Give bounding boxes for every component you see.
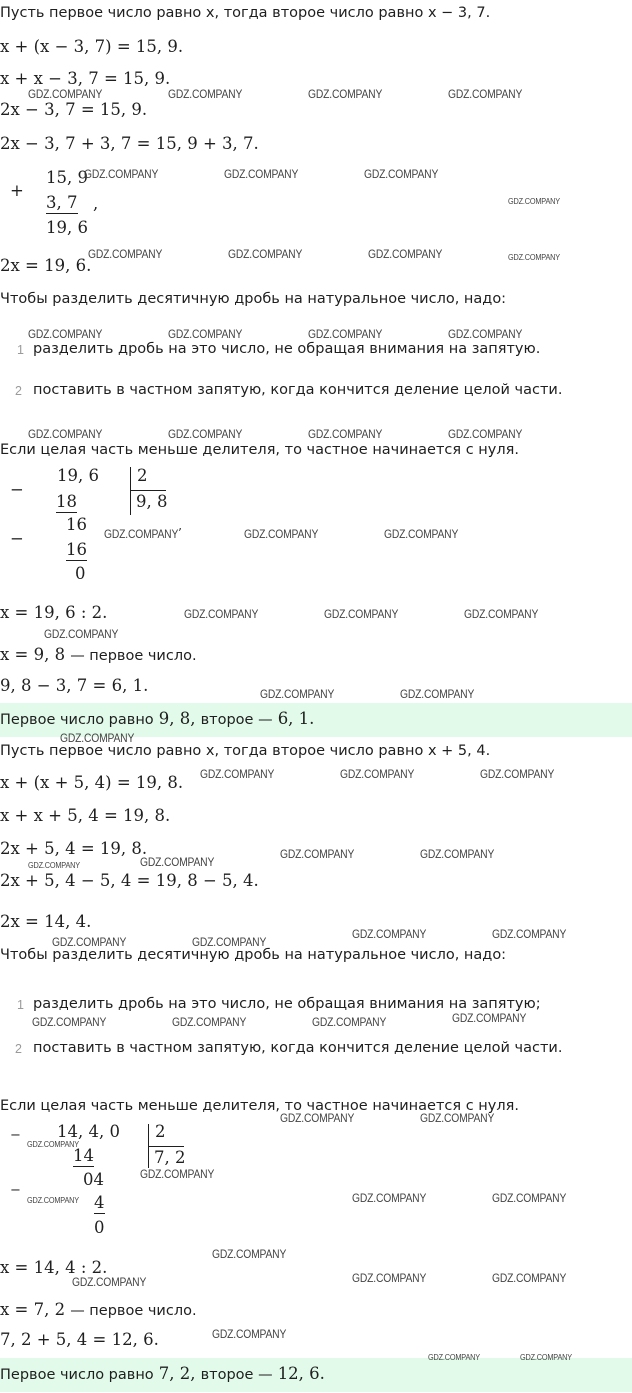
- part1-equation-5: 2x = 19, 6.: [0, 256, 92, 275]
- watermark: GDZ.COMPANY: [28, 87, 103, 101]
- division-minus-sign: −: [10, 1183, 21, 1198]
- division-dividend: 19, 6: [57, 466, 99, 485]
- part1-rule-title: Чтобы разделить десятичную дробь на натуральное число, надо:: [0, 291, 507, 307]
- watermark: GDZ.COMPANY: [448, 427, 523, 441]
- watermark: GDZ.COMPANY: [184, 607, 259, 621]
- rule-item-text: разделить дробь на это число, не обращая внимания на запятую.: [33, 341, 541, 357]
- watermark: GDZ.COMPANY: [364, 167, 439, 181]
- watermark: GDZ.COMPANY: [420, 1111, 495, 1125]
- answer-value-1: 7, 2,: [158, 1364, 196, 1383]
- watermark: GDZ.COMPANY: [308, 87, 383, 101]
- rule-number: 1: [17, 343, 24, 357]
- part2-intro: Пусть первое число равно x, тогда второе число равно x + 5, 4.: [0, 743, 491, 759]
- watermark: GDZ.COMPANY: [32, 1015, 107, 1029]
- watermark: GDZ.COMPANY: [352, 927, 427, 941]
- watermark: GDZ.COMPANY: [520, 1352, 572, 1362]
- part2-equation-2: x + x + 5, 4 = 19, 8.: [0, 806, 171, 825]
- answer-text: второе —: [200, 1367, 273, 1383]
- watermark: GDZ.COMPANY: [480, 767, 555, 781]
- watermark: GDZ.COMPANY: [260, 687, 335, 701]
- addend-1: 15, 9: [46, 168, 88, 187]
- division-divisor: 2: [137, 466, 148, 485]
- watermark: GDZ.COMPANY: [280, 847, 355, 861]
- part1-answer: [0, 709, 314, 728]
- division-dividend: 14, 4, 0: [57, 1122, 120, 1141]
- watermark: GDZ.COMPANY: [44, 627, 119, 641]
- part2-equation-8: 7, 2 + 5, 4 = 12, 6.: [0, 1330, 159, 1349]
- stray-mark: ’: [178, 526, 182, 540]
- watermark: GDZ.COMPANY: [508, 252, 560, 262]
- part2-equation-1: x + (x + 5, 4) = 19, 8.: [0, 773, 184, 792]
- equation-math: x = 9, 8: [0, 645, 66, 664]
- part2-equation-4: 2x + 5, 4 − 5, 4 = 19, 8 − 5, 4.: [0, 871, 259, 890]
- division-subtrahend: 18: [56, 492, 77, 511]
- watermark: GDZ.COMPANY: [140, 855, 215, 869]
- division-minus-sign: −: [10, 529, 24, 548]
- division-bracket: [130, 467, 131, 515]
- watermark: GDZ.COMPANY: [27, 1139, 79, 1149]
- part1-equation-8: 9, 8 − 3, 7 = 6, 1.: [0, 676, 149, 695]
- rule-item-text: поставить в частном запятую, когда кончится деление целой части.: [33, 382, 563, 398]
- part1-equation-1: x + (x − 3, 7) = 15, 9.: [0, 37, 184, 56]
- equation-math: x = 7, 2: [0, 1300, 66, 1319]
- answer-value-2: 6, 1.: [277, 709, 315, 728]
- answer-text: Первое число равно: [0, 1367, 154, 1383]
- watermark: GDZ.COMPANY: [224, 167, 299, 181]
- watermark: GDZ.COMPANY: [280, 1111, 355, 1125]
- watermark: GDZ.COMPANY: [60, 731, 135, 745]
- watermark: GDZ.COMPANY: [244, 527, 319, 541]
- watermark: GDZ.COMPANY: [168, 427, 243, 441]
- division-minus-sign: −: [10, 1128, 21, 1143]
- part1-equation-6: x = 19, 6 : 2.: [0, 603, 108, 622]
- part2-equation-7: [0, 1300, 197, 1319]
- watermark: GDZ.COMPANY: [492, 927, 567, 941]
- watermark: GDZ.COMPANY: [452, 1011, 527, 1025]
- addition-suffix: ,: [93, 194, 99, 213]
- addition-sign: +: [10, 181, 24, 200]
- watermark: GDZ.COMPANY: [508, 196, 560, 206]
- watermark: GDZ.COMPANY: [28, 427, 103, 441]
- watermark: GDZ.COMPANY: [492, 1271, 567, 1285]
- watermark: GDZ.COMPANY: [28, 327, 103, 341]
- watermark: GDZ.COMPANY: [28, 860, 80, 870]
- watermark: GDZ.COMPANY: [448, 87, 523, 101]
- division-subtrahend: 14: [73, 1146, 94, 1165]
- answer-text: Первое число равно: [0, 712, 154, 728]
- part1-intro: Пусть первое число равно x, тогда второе число равно x − 3, 7.: [0, 5, 491, 21]
- division-quotient: 9, 8: [136, 492, 168, 511]
- rule-item-text: разделить дробь на это число, не обращая внимания на запятую;: [33, 996, 541, 1012]
- watermark: GDZ.COMPANY: [168, 87, 243, 101]
- part1-equation-3: 2x − 3, 7 = 15, 9.: [0, 100, 148, 119]
- watermark: GDZ.COMPANY: [448, 327, 523, 341]
- equation-text: — первое число.: [70, 1303, 197, 1319]
- rule-number: 2: [15, 384, 22, 398]
- watermark: GDZ.COMPANY: [308, 327, 383, 341]
- watermark: GDZ.COMPANY: [308, 427, 383, 441]
- watermark: GDZ.COMPANY: [228, 247, 303, 261]
- watermark: GDZ.COMPANY: [400, 687, 475, 701]
- watermark: GDZ.COMPANY: [428, 1352, 480, 1362]
- part2-equation-3: 2x + 5, 4 = 19, 8.: [0, 839, 148, 858]
- equation-text: — первое число.: [70, 648, 197, 664]
- division-bracket-line: [130, 490, 166, 491]
- watermark: GDZ.COMPANY: [312, 1015, 387, 1029]
- rule-number: 2: [15, 1042, 22, 1056]
- watermark: GDZ.COMPANY: [340, 767, 415, 781]
- watermark: GDZ.COMPANY: [72, 1275, 147, 1289]
- part2-equation-6: x = 14, 4 : 2.: [0, 1258, 108, 1277]
- watermark: GDZ.COMPANY: [200, 767, 275, 781]
- watermark: GDZ.COMPANY: [192, 935, 267, 949]
- part2-equation-5: 2x = 14, 4.: [0, 912, 92, 931]
- division-remainder: 16: [66, 515, 87, 534]
- answer-value-2: 12, 6.: [277, 1364, 325, 1383]
- part1-equation-2: x + x − 3, 7 = 15, 9.: [0, 69, 171, 88]
- watermark: GDZ.COMPANY: [172, 1015, 247, 1029]
- part1-equation-7: [0, 645, 197, 664]
- rule-number: 1: [17, 998, 24, 1012]
- watermark: GDZ.COMPANY: [212, 1327, 287, 1341]
- answer-value-1: 9, 8,: [158, 709, 196, 728]
- watermark: GDZ.COMPANY: [84, 167, 159, 181]
- watermark: GDZ.COMPANY: [52, 935, 127, 949]
- watermark: GDZ.COMPANY: [324, 607, 399, 621]
- division-final-remainder: 0: [75, 564, 86, 583]
- watermark: GDZ.COMPANY: [368, 247, 443, 261]
- watermark: GDZ.COMPANY: [88, 247, 163, 261]
- division-remainder: 04: [83, 1170, 104, 1189]
- division-minus-sign: −: [10, 480, 24, 499]
- part2-rule-note: Если целая часть меньше делителя, то частное начинается с нуля.: [0, 1098, 519, 1114]
- addition-sum: 19, 6: [46, 218, 88, 237]
- watermark: GDZ.COMPANY: [104, 527, 179, 541]
- watermark: GDZ.COMPANY: [420, 847, 495, 861]
- division-quotient: 7, 2: [154, 1148, 186, 1167]
- part2-rule-title: Чтобы разделить десятичную дробь на натуральное число, надо:: [0, 947, 507, 963]
- rule-item-text: поставить в частном запятую, когда кончится деление целой части.: [33, 1040, 563, 1056]
- watermark: GDZ.COMPANY: [492, 1191, 567, 1205]
- watermark: GDZ.COMPANY: [27, 1195, 79, 1205]
- division-bracket-line: [148, 1146, 184, 1147]
- watermark: GDZ.COMPANY: [352, 1191, 427, 1205]
- addend-2: 3, 7: [46, 193, 78, 212]
- answer-text: второе —: [200, 712, 273, 728]
- division-divisor: 2: [155, 1122, 166, 1141]
- part1-rule-note: Если целая часть меньше делителя, то частное начинается с нуля.: [0, 442, 519, 458]
- watermark: GDZ.COMPANY: [352, 1271, 427, 1285]
- division-subtrahend: 4: [94, 1193, 105, 1212]
- division-subtrahend: 16: [66, 540, 87, 559]
- division-final-remainder: 0: [94, 1218, 105, 1237]
- watermark: GDZ.COMPANY: [140, 1167, 215, 1181]
- watermark: GDZ.COMPANY: [168, 327, 243, 341]
- watermark: GDZ.COMPANY: [464, 607, 539, 621]
- watermark: GDZ.COMPANY: [384, 527, 459, 541]
- part2-answer: [0, 1364, 325, 1383]
- part1-equation-4: 2x − 3, 7 + 3, 7 = 15, 9 + 3, 7.: [0, 134, 259, 153]
- watermark: GDZ.COMPANY: [212, 1247, 287, 1261]
